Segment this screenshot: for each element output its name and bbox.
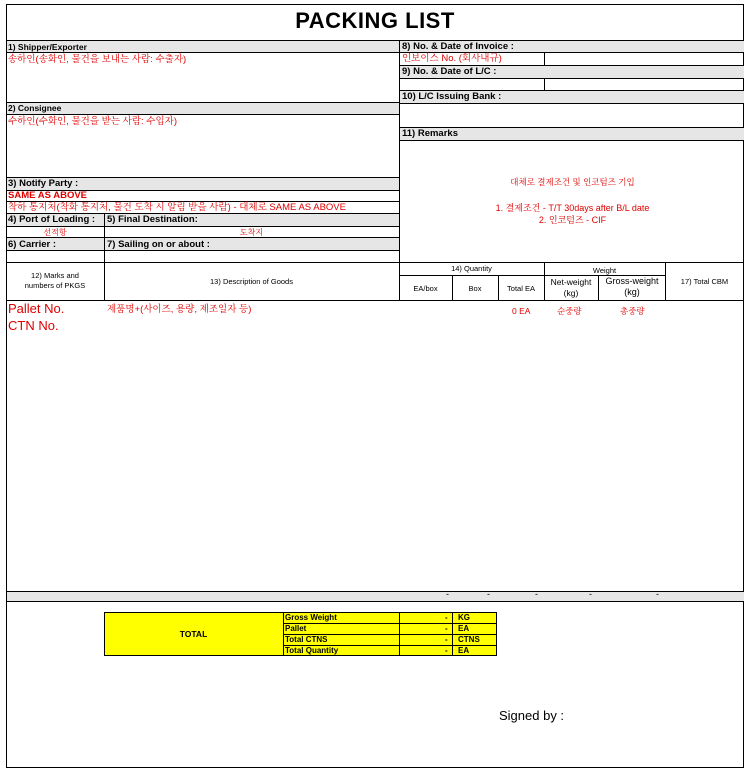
remarks-line-1: 대체로 결제조건 및 인코텀즈 기입 (510, 177, 635, 187)
total-row-unit: CTNS (458, 635, 480, 644)
final-dest-label: 5) Final Destination: (107, 214, 198, 225)
shipper-value: 송하인(송화인, 물건을 보내는 사람: 수출자) (8, 54, 187, 65)
port-loading-label: 4) Port of Loading : (8, 214, 96, 225)
consignee-value: 수하인(수화인, 물건을 받는 사람: 수입자) (8, 116, 177, 127)
total-row-value: - (445, 646, 448, 655)
final-dest-value: 도착지 (239, 228, 264, 237)
rule (6, 114, 399, 115)
rule (399, 103, 744, 104)
pallet-no: Pallet No. (8, 301, 65, 316)
total-row-name: Pallet (285, 624, 307, 633)
page-title: PACKING LIST (295, 8, 455, 33)
dash-1: - (446, 589, 449, 599)
invoice-value: 인보이스 No. (회사내규) (402, 53, 502, 64)
divider-lc (544, 78, 545, 90)
total-row-name: Total CTNS (285, 635, 328, 644)
total-row-value: - (445, 613, 448, 622)
goods-description: 제품명+(사이즈, 용량, 제조일자 등) (107, 304, 252, 315)
col-rule (598, 275, 599, 300)
total-row-name: Total Quantity (285, 646, 339, 655)
col-quantity: 14) Quantity (451, 264, 492, 273)
col-net-weight: Net-weight (kg) (550, 277, 592, 298)
notify-value-1: SAME AS ABOVE (8, 190, 88, 201)
consignee-label: 2) Consignee (8, 103, 62, 113)
col-marks: 12) Marks and numbers of PKGS (24, 271, 86, 290)
col-total-cbm: 17) Total CBM (680, 277, 729, 286)
remarks-line-3: 2. 인코텀즈 - CIF (538, 215, 607, 225)
notify-label: 3) Notify Party : (8, 178, 79, 189)
total-row-value: - (445, 624, 448, 633)
body-gross: 총중량 (620, 306, 645, 316)
total-row-unit: EA (458, 624, 470, 633)
signed-by: Signed by : (499, 708, 565, 723)
col-description: 13) Description of Goods (210, 277, 293, 286)
header-top-rule (6, 262, 744, 263)
remarks-line-2: 1. 결제조건 - T/T 30days after B/L date (495, 203, 650, 213)
dash-5: - (656, 589, 659, 599)
body-net: 순중량 (557, 306, 582, 316)
col-ea-box: EA/box (413, 284, 438, 293)
dash-3: - (535, 589, 538, 599)
total-row-unit: KG (458, 613, 470, 622)
shade-2 (7, 103, 400, 114)
totals-top-rule (6, 591, 744, 592)
carrier-label: 6) Carrier : (8, 239, 57, 250)
ctn-no: CTN No. (8, 318, 59, 333)
dash-2: - (487, 589, 490, 599)
lc-label: 9) No. & Date of L/C : (402, 66, 497, 77)
total-row-unit: EA (458, 646, 470, 655)
total-label: TOTAL (179, 629, 208, 639)
shipper-label: 1) Shipper/Exporter (8, 42, 87, 52)
col-box: Box (468, 284, 482, 293)
port-loading-value: 선적항 (43, 228, 67, 237)
total-row-value: - (445, 635, 448, 644)
divider-invoice (544, 52, 545, 65)
col-gross-weight: Gross-weight (kg) (605, 276, 659, 297)
bank-label: 10) L/C Issuing Bank : (402, 91, 502, 102)
col-weight: Weight (592, 266, 617, 275)
total-row-name: Gross Weight (285, 613, 337, 622)
notify-value-2: 착하 통지처(착화 통지처, 물건 도착 시 알림 받을 사람) - 대체로 SAME AS ABOVE (8, 202, 346, 213)
rule (399, 78, 744, 79)
rule (399, 140, 744, 141)
header-bottom-rule (6, 300, 744, 301)
divider-main (399, 40, 400, 262)
rule (6, 102, 399, 103)
totals-bottom-rule (6, 601, 744, 602)
remarks-label: 11) Remarks (402, 128, 458, 139)
col-total-ea: Total EA (507, 284, 535, 293)
sailing-label: 7) Sailing on or about : (107, 239, 210, 250)
invoice-label: 8) No. & Date of Invoice : (402, 41, 514, 52)
dash-4: - (589, 589, 592, 599)
shade-10 (7, 592, 744, 601)
body-total-ea: 0 EA (512, 306, 531, 316)
